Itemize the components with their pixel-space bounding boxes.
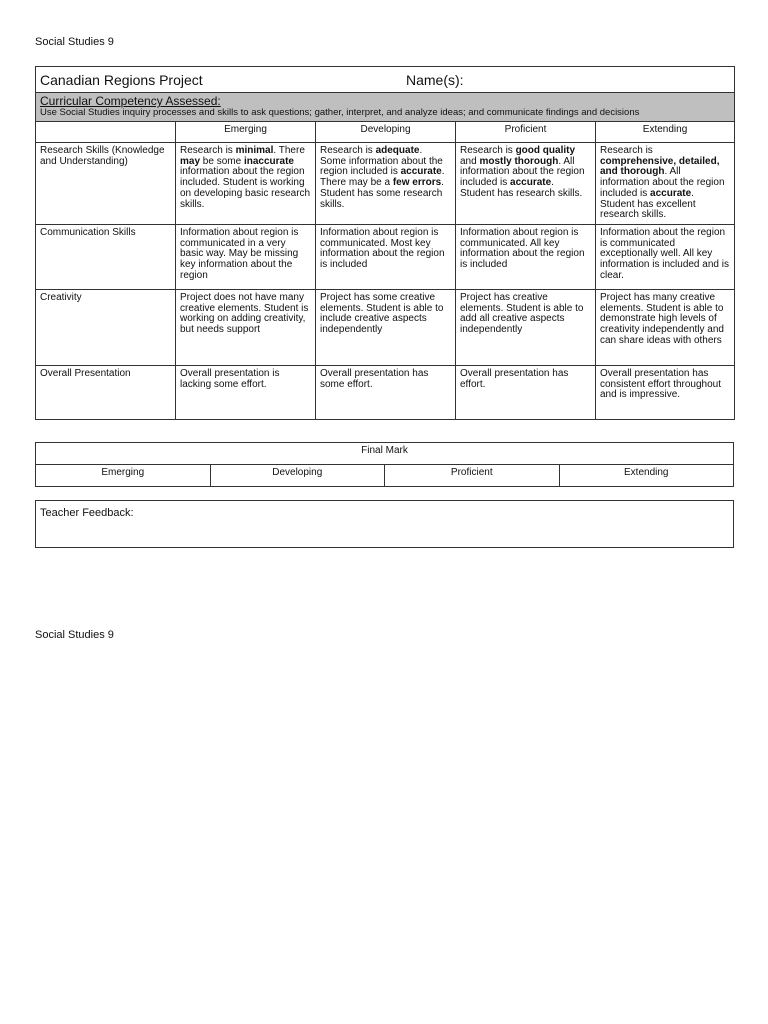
criterion-label: Communication Skills [36, 224, 176, 289]
rubric-row-presentation [36, 365, 735, 419]
descriptor-cell: Information about region is communicated in a very basic way. May be missing key information about the region [176, 224, 316, 289]
criterion-label: Overall Presentation [36, 365, 176, 419]
level-header-blank [36, 122, 176, 143]
criterion-label: Research Skills (Knowledge and Understanding) [36, 143, 176, 225]
page-header: Social Studies 9 [35, 36, 114, 48]
descriptor-cell: Research is good quality and mostly thorough. All information about the region included is accurate. Student has research skills. [456, 143, 596, 225]
final-mark-proficient[interactable]: Proficient [385, 465, 560, 487]
final-mark-developing[interactable]: Developing [210, 465, 385, 487]
competency-cell [36, 93, 735, 122]
names-label: Name(s): [406, 72, 464, 89]
descriptor-cell: Research is adequate. Some information about the region included is accurate. There may be a few errors. Student has some research skills. [316, 143, 456, 225]
descriptor-cell: Overall presentation has consistent effort throughout and is impressive. [596, 365, 735, 419]
descriptor-cell: Project has creative elements. Student is able to add all creative aspects independently [456, 289, 596, 365]
rubric-row-research [36, 143, 735, 225]
descriptor-cell: Overall presentation is lacking some effort. [176, 365, 316, 419]
descriptor-cell: Research is minimal. There may be some inaccurate information about the region included. Student is working on developing basic research skills. [176, 143, 316, 225]
descriptor-cell: Information about the region is communicated exceptionally well. All key information is included and is clear. [596, 224, 735, 289]
descriptor-cell: Project has many creative elements. Student is able to demonstrate high levels of creativity independently and can share ideas with others [596, 289, 735, 365]
rubric-row-communication [36, 224, 735, 289]
descriptor-cell: Research is comprehensive, detailed, and thorough. All information about the region included is accurate. Student has excellent research skills. [596, 143, 735, 225]
criterion-label: Creativity [36, 289, 176, 365]
teacher-feedback-box[interactable] [35, 500, 734, 548]
level-header-emerging: Emerging [176, 122, 316, 143]
rubric-table [35, 66, 735, 420]
descriptor-cell: Information about region is communicated. All key information about the region is included [456, 224, 596, 289]
descriptor-cell: Project has some creative elements. Student is able to include creative aspects independently [316, 289, 456, 365]
rubric-title-cell [36, 67, 735, 93]
competency-heading: Curricular Competency Assessed: [40, 94, 221, 108]
final-mark-table [35, 442, 734, 487]
descriptor-cell: Overall presentation has some effort. [316, 365, 456, 419]
competency-description: Use Social Studies inquiry processes and skills to ask questions; gather, interpret, and analyze ideas; and communicate findings and decisions [40, 107, 640, 118]
final-mark-title: Final Mark [36, 443, 734, 465]
rubric-row-creativity [36, 289, 735, 365]
final-mark-extending[interactable]: Extending [559, 465, 734, 487]
descriptor-cell: Overall presentation has effort. [456, 365, 596, 419]
page-header-second: Social Studies 9 [35, 629, 114, 641]
level-header-developing: Developing [316, 122, 456, 143]
descriptor-cell: Project does not have many creative elements. Student is working on adding creativity, but needs support [176, 289, 316, 365]
descriptor-cell: Information about region is communicated. Most key information about the region is included [316, 224, 456, 289]
teacher-feedback-label: Teacher Feedback: [40, 507, 134, 519]
level-header-extending: Extending [596, 122, 735, 143]
level-header-proficient: Proficient [456, 122, 596, 143]
project-title: Canadian Regions Project [40, 72, 203, 89]
final-mark-emerging[interactable]: Emerging [36, 465, 211, 487]
